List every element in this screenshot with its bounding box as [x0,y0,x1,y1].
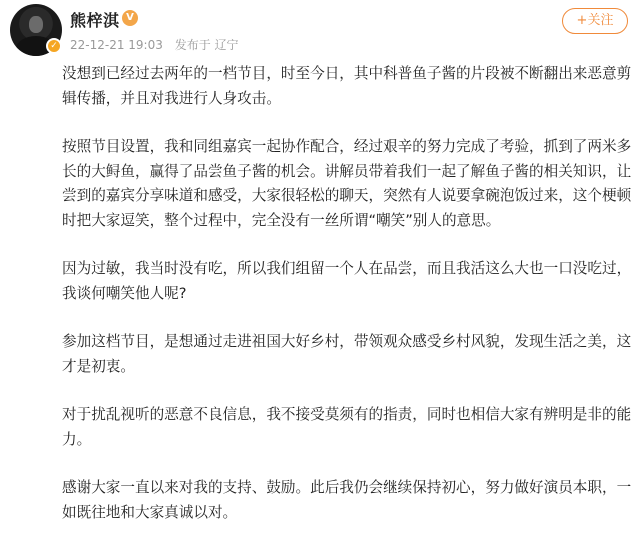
post-paragraph: 按照节目设置，我和同组嘉宾一起协作配合，经过艰辛的努力完成了考验，抓到了两米多长的大鲟鱼，赢得了品尝鱼子酱的机会。讲解员带着我们一起了解鱼子酱的相关知识，让尝到的嘉宾分享味道和感受，大家很轻松的聊天，突然有人说要拿碗泡饭过来，这个梗顿时把大家逗笑，整个过程中，完全没有一丝所谓“嘲笑”别人的意思。 [62,138,632,229]
username[interactable]: 熊梓淇 [70,11,120,30]
post-timestamp[interactable]: 22-12-21 19:03 [70,38,163,52]
post-meta [70,36,247,53]
post-paragraph: 没想到已经过去两年的一档节目，时至今日，其中科普鱼子酱的片段被不断翻出来恶意剪辑传播，并且对我进行人身攻击。 [62,65,632,107]
avatar-face [29,16,43,33]
follow-button[interactable]: +关注 [562,8,628,34]
post-location: 发布于 辽宁 [174,38,239,52]
post-paragraph: 因为过敏，我当时没有吃，所以我们组留一个人在品尝，而且我活这么大也一口没吃过，我谈何嘲笑他人呢? [62,260,632,302]
verified-icon: ✓ [46,38,62,54]
post-paragraph: 参加这档节目，是想通过走进祖国大好乡村，带领观众感受乡村风貌，发现生活之美，这才是初衷。 [62,333,632,375]
vip-icon: V [122,10,138,26]
post-paragraph: 对于扰乱视听的恶意不良信息，我不接受莫须有的指责，同时也相信大家有辨明是非的能力。 [62,406,632,448]
post-content [62,62,634,549]
post-paragraph: 感谢大家一直以来对我的支持、鼓励。此后我仍会继续保持初心，努力做好演员本职，一如既往地和大家真诚以对。 [62,479,632,521]
